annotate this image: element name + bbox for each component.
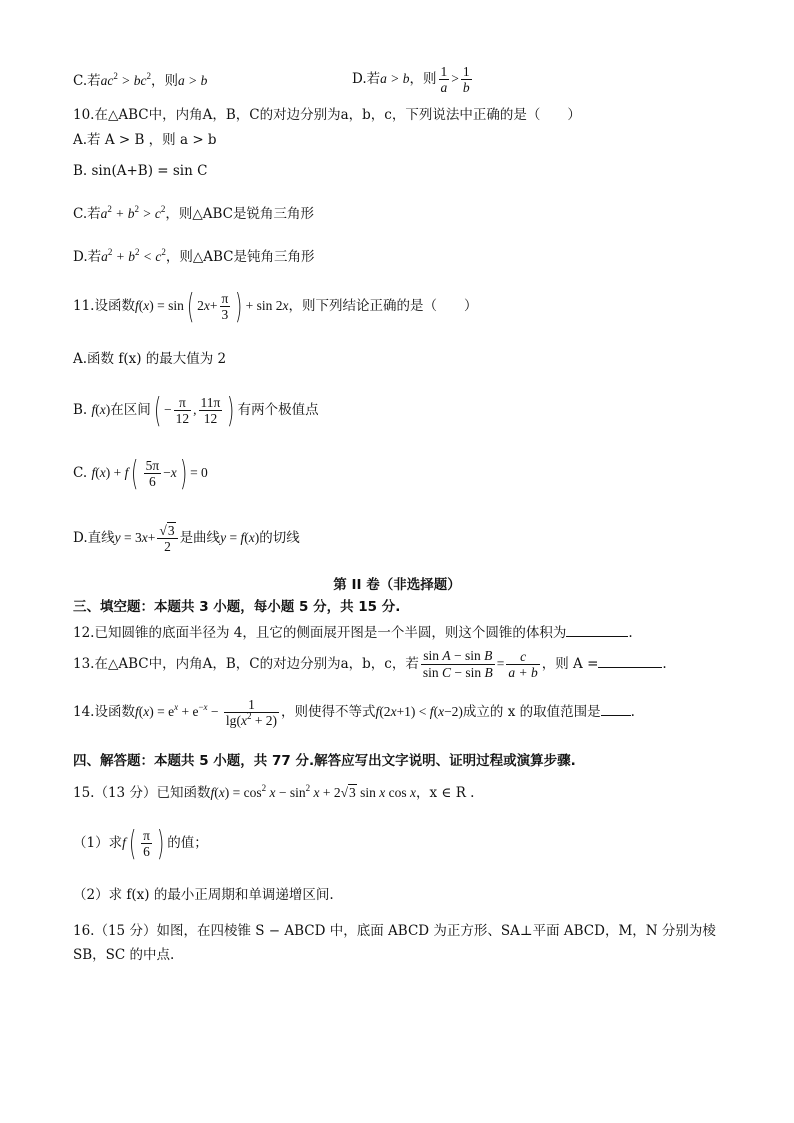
section-title: 第 II 卷（非选择题） bbox=[333, 577, 461, 593]
q11-option-a: A.函数 f(x) 的最大值为 2 bbox=[73, 351, 227, 367]
q9-option-d: D.若a > b，则 $\frac{1}{a}$ > $\frac{1}{b}$ bbox=[352, 64, 470, 95]
q11-d-mid: 是曲线 bbox=[179, 530, 221, 546]
q12: 12.已知圆锥的底面半径为 4，且它的侧面展开图是一个半圆，则这个圆锥的体积为 . bbox=[73, 622, 633, 642]
q14-mid: ，则使得不等式 bbox=[281, 704, 376, 720]
q10-option-d: D.若$a^2 + b^2 < c^2$，则△ABC是钝角三角形 bbox=[73, 247, 315, 265]
q9-c-prefix: C.若 bbox=[73, 73, 101, 89]
q15-sub1: （1）求f( $\frac{\pi}{6}$ ) 的值； bbox=[73, 823, 208, 864]
q10-d-suffix: ，则△ABC是钝角三角形 bbox=[165, 249, 315, 265]
q10-d-prefix: D.若 bbox=[73, 249, 102, 265]
q14: 14.设函数$f(x) = e^x + e^{-x}$ − $\frac{1}{\lg(x^2 + 2)}$ ，则使得不等式f(2x+1) < f(x−2)成立的 x 的取值范围是 . bbox=[73, 696, 635, 728]
q11-b-prefix: B. bbox=[73, 402, 88, 418]
q11-option-b: B. f(x)在区间( − $\frac{\pi}{12}$ , $\frac{11\pi}{12}$ ) 有两个极值点 bbox=[73, 390, 319, 431]
q14-suffix: 成立的 x 的取值范围是 bbox=[462, 704, 601, 720]
q13-prefix: 13.在△ABC中，内角A，B，C的对边分别为a，b，c，若 bbox=[73, 656, 419, 672]
q10-c-prefix: C.若 bbox=[73, 206, 101, 222]
q15-sub1-prefix: （1）求 bbox=[73, 835, 123, 851]
q10-option-b: B. sin(A+B) = sin C bbox=[73, 163, 208, 179]
q11-b-mid: 在区间 bbox=[110, 402, 151, 418]
q15-stem: 15.（13 分）已知函数$f(x) = \cos^2 x - \sin^2 x + 2√3$ sin x cos x，x ∈ R . bbox=[73, 783, 475, 801]
part3-heading: 三、填空题：本题共 3 小题，每小题 5 分，共 15 分. bbox=[73, 599, 401, 615]
q11-c-prefix: C. bbox=[73, 465, 88, 481]
q14-blank bbox=[601, 701, 631, 716]
q13: 13.在△ABC中，内角A，B，C的对边分别为a，b，c，若 $\frac{\text{sin A − sin B}}{\text{sin C − sin B}}$ = $\frac{c}{a + b}$ ，则 A = . bbox=[73, 648, 667, 680]
q15-stem-suffix: ，x ∈ R . bbox=[416, 785, 475, 801]
q11-stem: 11.设函数f(x) = sin( 2x+ $\frac{\pi}{3}$ ) + sin 2x，则下列结论正确的是（ ） bbox=[73, 286, 478, 327]
q13-blank bbox=[598, 653, 662, 668]
q11-d-prefix: D.直线 bbox=[73, 530, 115, 546]
q10-c-suffix: ，则△ABC是锐角三角形 bbox=[165, 206, 315, 222]
q9-d-prefix: D.若 bbox=[352, 71, 381, 87]
q9-c-then: ，则 bbox=[151, 73, 178, 89]
q16-line1: 16.（15 分）如图，在四棱锥 S − ABCD 中，底面 ABCD 为正方形、SA⊥平面 ABCD，M，N 分别为棱 bbox=[73, 923, 716, 939]
q10-option-a: A.若 A > B ，则 a > b bbox=[73, 132, 217, 148]
q10-option-c: C.若$a^2 + b^2 > c^2$，则△ABC是锐角三角形 bbox=[73, 204, 315, 222]
q11-option-c: C. f(x) + f( $\frac{5\pi}{6}$ −x) = 0 bbox=[73, 453, 208, 494]
q12-text: 12.已知圆锥的底面半径为 4，且它的侧面展开图是一个半圆，则这个圆锥的体积为 bbox=[73, 625, 567, 641]
q14-prefix: 14.设函数 bbox=[73, 704, 135, 720]
q15-stem-prefix: 15.（13 分）已知函数 bbox=[73, 785, 211, 801]
q13-suffix: ，则 A = bbox=[541, 656, 599, 672]
q15-sub1-suffix: 的值； bbox=[167, 835, 208, 851]
part4-heading: 四、解答题：本题共 5 小题，共 77 分.解答应写出文字说明、证明过程或演算步骤. bbox=[73, 753, 576, 769]
q12-blank bbox=[566, 622, 628, 637]
q15-sub2: （2）求 f(x) 的最小正周期和单调递增区间. bbox=[73, 887, 334, 903]
q10-stem: 10.在△ABC中，内角A，B，C的对边分别为a，b，c，下列说法中正确的是（ ） bbox=[73, 107, 581, 123]
q11-stem-suffix: ，则下列结论正确的是（ ） bbox=[288, 298, 478, 314]
q11-b-suffix: 有两个极值点 bbox=[237, 402, 319, 418]
q11-d-suffix: 的切线 bbox=[259, 530, 300, 546]
q11-stem-prefix: 11.设函数 bbox=[73, 298, 135, 314]
q9-d-then: ，则 bbox=[409, 71, 437, 87]
q16-line2: SB，SC 的中点. bbox=[73, 947, 175, 963]
q9-option-c: C.若$ac^2 > bc^2$，则a > b bbox=[73, 71, 208, 89]
q11-option-d: D.直线y = 3x+ $\frac{√3}{2}$ 是曲线y = f(x)的切线 bbox=[73, 523, 300, 554]
